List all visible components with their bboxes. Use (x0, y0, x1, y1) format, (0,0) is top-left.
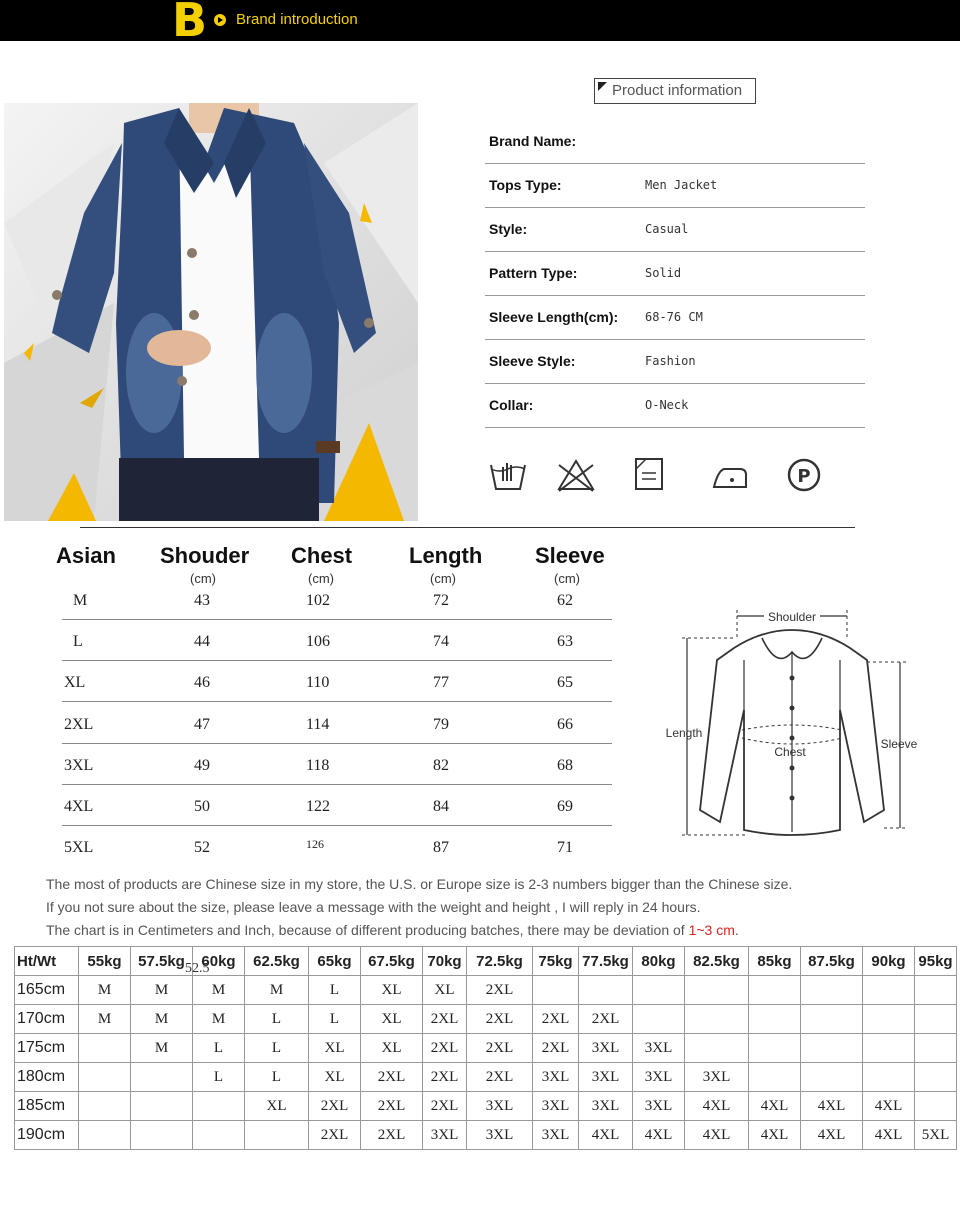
hw-size-cell: 3XL (467, 1092, 533, 1121)
hw-size-cell (801, 976, 863, 1005)
size-value-cell: 74 (433, 633, 449, 651)
hw-size-cell: L (245, 1034, 309, 1063)
info-row (485, 119, 865, 164)
hw-size-cell: 2XL (467, 976, 533, 1005)
info-value: Men Jacket (645, 178, 718, 192)
hw-weight-header: 90kg (863, 947, 915, 976)
size-value-cell: 122 (306, 798, 330, 815)
size-value-cell: 126 (306, 837, 324, 852)
size-value-cell: 47 (194, 715, 210, 733)
header-letter: B (172, 0, 208, 47)
size-value-cell: 46 (194, 674, 210, 692)
hw-height-cell: 185cm (15, 1092, 79, 1121)
size-unit: (cm) (190, 571, 216, 586)
note-text: The chart is in Centimeters and Inch, because of different producing batches, there may be deviation of (46, 922, 689, 938)
size-value-cell: 63 (557, 633, 573, 651)
hw-size-cell (633, 976, 685, 1005)
size-value-cell: 72 (433, 592, 449, 609)
hw-size-cell: L (193, 1063, 245, 1092)
hw-size-cell: XL (361, 976, 423, 1005)
hw-size-cell: L (309, 1005, 361, 1034)
hw-size-cell: M (79, 1005, 131, 1034)
hw-size-cell: L (309, 976, 361, 1005)
size-label-cell: 4XL (64, 798, 94, 815)
hw-size-cell: 4XL (863, 1121, 915, 1150)
size-value-cell: 110 (306, 674, 330, 692)
info-label: Brand Name: (489, 133, 577, 149)
hw-size-cell: 2XL (361, 1092, 423, 1121)
info-row (485, 383, 865, 428)
info-label: Style: (489, 221, 528, 237)
height-weight-table (14, 946, 957, 1150)
size-value-cell: 84 (433, 798, 449, 815)
corner-triangle-icon (598, 82, 607, 91)
size-value-cell: 77 (433, 674, 449, 692)
size-header-chest: Chest (291, 543, 353, 568)
hw-size-cell: 3XL (533, 1121, 579, 1150)
size-row-divider (62, 660, 612, 661)
hw-weight-header: 85kg (749, 947, 801, 976)
hw-weight-header: 82.5kg (685, 947, 749, 976)
hw-weight-header: 60kg (193, 947, 245, 976)
hw-size-cell: 2XL (533, 1005, 579, 1034)
play-bullet-icon (214, 14, 226, 26)
size-value-cell: 87 (433, 839, 449, 857)
hw-size-cell (245, 1121, 309, 1150)
hw-size-cell (801, 1034, 863, 1063)
hw-size-cell (801, 1063, 863, 1092)
sleeve-label: Sleeve (880, 737, 918, 751)
hw-size-cell: 2XL (579, 1005, 633, 1034)
size-unit: (cm) (308, 571, 334, 586)
size-unit: (cm) (554, 571, 580, 586)
hw-size-cell: 4XL (685, 1092, 749, 1121)
hw-height-cell: 180cm (15, 1063, 79, 1092)
hw-size-cell: 3XL (533, 1063, 579, 1092)
hw-size-cell (79, 1063, 131, 1092)
hw-size-cell: XL (309, 1063, 361, 1092)
hw-size-cell (79, 1121, 131, 1150)
size-label-cell: M (73, 592, 88, 609)
size-value-cell: 79 (433, 715, 449, 733)
hw-size-cell (749, 1063, 801, 1092)
hw-size-cell: 3XL (533, 1092, 579, 1121)
hw-weight-header: 70kg (423, 947, 467, 976)
hw-size-cell: 2XL (467, 1005, 533, 1034)
size-header-asian: Asian (56, 543, 116, 568)
hw-size-cell: 2XL (361, 1063, 423, 1092)
size-value-cell: 52 (194, 839, 210, 857)
hw-size-cell (749, 1034, 801, 1063)
hw-size-cell (915, 1034, 957, 1063)
hw-size-cell (685, 976, 749, 1005)
hw-height-cell: 190cm (15, 1121, 79, 1150)
hw-row (15, 1063, 957, 1092)
measurement-diagram (662, 600, 922, 845)
hw-weight-header: 75kg (533, 947, 579, 976)
iron-icon (710, 455, 750, 495)
shoulder-label: Shoulder (767, 610, 817, 624)
hw-size-cell: 4XL (863, 1092, 915, 1121)
hw-size-cell (749, 1005, 801, 1034)
hw-size-cell (131, 1121, 193, 1150)
size-label-cell: 2XL (64, 715, 94, 733)
product-photo (4, 103, 418, 521)
size-label-cell: XL (64, 674, 86, 692)
hw-size-cell (863, 1063, 915, 1092)
hw-size-cell: 3XL (685, 1063, 749, 1092)
length-label: Length (665, 726, 703, 740)
size-value-cell: 102 (306, 592, 330, 609)
hw-size-cell (79, 1092, 131, 1121)
hw-size-cell (579, 976, 633, 1005)
size-value-cell: 69 (557, 798, 573, 815)
note-line: The most of products are Chinese size in my store, the U.S. or Europe size is 2-3 numbers bigger than the Chinese size. (46, 876, 793, 892)
hw-corner-cell: Ht/Wt (15, 947, 79, 976)
size-label-cell: L (73, 633, 83, 651)
chest-label: Chest (774, 745, 806, 759)
hw-size-cell: 2XL (533, 1034, 579, 1063)
size-value-cell: 68 (557, 756, 573, 774)
hw-size-cell: 4XL (579, 1121, 633, 1150)
size-value-cell: 62 (557, 592, 573, 609)
size-unit: (cm) (430, 571, 456, 586)
hw-size-cell: 2XL (423, 1034, 467, 1063)
info-row (485, 295, 865, 340)
hw-size-cell (915, 1063, 957, 1092)
info-label: Sleeve Length(cm): (489, 309, 619, 325)
info-row (485, 251, 865, 296)
hw-size-cell: 2XL (309, 1092, 361, 1121)
info-label: Collar: (489, 397, 534, 413)
hw-weight-header: 80kg (633, 947, 685, 976)
hw-row (15, 1005, 957, 1034)
info-row (485, 163, 865, 208)
size-row-divider (62, 701, 612, 702)
dry-clean-icon (784, 455, 824, 495)
size-value-cell: 44 (194, 633, 210, 651)
hw-size-cell: 2XL (467, 1063, 533, 1092)
hw-size-cell: 3XL (579, 1034, 633, 1063)
size-value-cell: 65 (557, 674, 573, 692)
hw-size-cell: XL (361, 1005, 423, 1034)
hw-size-cell (193, 1092, 245, 1121)
hw-size-cell (685, 1034, 749, 1063)
hw-weight-header: 67.5kg (361, 947, 423, 976)
hw-size-cell: M (193, 1005, 245, 1034)
hw-weight-header: 87.5kg (801, 947, 863, 976)
size-value-cell: 49 (194, 756, 210, 774)
hw-size-cell: 3XL (633, 1034, 685, 1063)
hw-size-cell (193, 1121, 245, 1150)
info-value: Casual (645, 222, 689, 236)
hw-weight-header: 72.5kg (467, 947, 533, 976)
hw-weight-header: 77.5kg (579, 947, 633, 976)
info-label: Sleeve Style: (489, 353, 576, 369)
size-value-cell: 50 (194, 798, 210, 815)
hw-header-row (15, 947, 957, 976)
hw-size-cell (863, 1034, 915, 1063)
hw-size-cell: 4XL (801, 1121, 863, 1150)
hw-size-cell: 2XL (361, 1121, 423, 1150)
stray-weight-label: 52.5 (185, 961, 210, 976)
no-bleach-icon (556, 455, 596, 495)
size-value-cell: 66 (557, 715, 573, 733)
info-row (485, 339, 865, 384)
hw-size-cell: 4XL (801, 1092, 863, 1121)
hw-size-cell: 5XL (915, 1121, 957, 1150)
header-title: Brand introduction (236, 11, 358, 28)
hw-row (15, 1034, 957, 1063)
size-value-cell: 114 (306, 715, 330, 733)
size-value-cell: 71 (557, 839, 573, 857)
hw-size-cell: 2XL (467, 1034, 533, 1063)
hw-size-cell: 3XL (579, 1063, 633, 1092)
hw-size-cell: 3XL (633, 1092, 685, 1121)
tumble-dry-icon (630, 455, 670, 495)
hw-size-cell (533, 976, 579, 1005)
hw-size-cell (79, 1034, 131, 1063)
hw-size-cell (915, 1005, 957, 1034)
hw-size-cell (915, 976, 957, 1005)
hw-size-cell: M (193, 976, 245, 1005)
product-info-title: Product information (612, 82, 743, 99)
hw-size-cell (863, 1005, 915, 1034)
hand-wash-icon (488, 455, 528, 495)
hw-size-cell (749, 976, 801, 1005)
hw-weight-header: 62.5kg (245, 947, 309, 976)
hw-height-cell: 170cm (15, 1005, 79, 1034)
hw-size-cell (915, 1092, 957, 1121)
hw-size-cell: M (245, 976, 309, 1005)
hw-size-cell: 3XL (633, 1063, 685, 1092)
hw-size-cell: 2XL (423, 1005, 467, 1034)
size-label-cell: 3XL (64, 756, 94, 774)
hw-weight-header: 65kg (309, 947, 361, 976)
size-row-divider (62, 825, 612, 826)
hw-size-cell: XL (423, 976, 467, 1005)
size-header-sleeve: Sleeve (535, 543, 605, 568)
hw-size-cell: XL (245, 1092, 309, 1121)
info-value: 68-76 CM (645, 310, 703, 324)
info-value: O-Neck (645, 398, 689, 412)
size-value-cell: 82 (433, 756, 449, 774)
hw-size-cell: 3XL (579, 1092, 633, 1121)
size-value-cell: 43 (194, 592, 210, 609)
size-row-divider (62, 743, 612, 744)
hw-size-cell: XL (309, 1034, 361, 1063)
hw-size-cell: 3XL (423, 1121, 467, 1150)
info-value: Solid (645, 266, 682, 280)
hw-row (15, 1092, 957, 1121)
hw-weight-header: 57.5kg (131, 947, 193, 976)
hw-size-cell: 2XL (423, 1092, 467, 1121)
info-label: Tops Type: (489, 177, 562, 193)
svg-text:P: P (797, 466, 811, 487)
hw-size-cell: 4XL (749, 1092, 801, 1121)
deviation-highlight: 1~3 cm (688, 922, 735, 938)
size-header-length: Length (409, 543, 483, 568)
hw-size-cell (131, 1063, 193, 1092)
hw-size-cell: 4XL (633, 1121, 685, 1150)
hw-size-cell: L (245, 1005, 309, 1034)
info-label: Pattern Type: (489, 265, 578, 281)
hw-weight-header: 55kg (79, 947, 131, 976)
hw-size-cell: M (131, 976, 193, 1005)
size-value-cell: 106 (306, 633, 330, 651)
note-line: If you not sure about the size, please leave a message with the weight and height , I will reply in 24 hours. (46, 899, 701, 915)
hw-size-cell: M (131, 1034, 193, 1063)
hw-height-cell: 165cm (15, 976, 79, 1005)
size-row-divider (62, 619, 612, 620)
hw-row (15, 976, 957, 1005)
hw-size-cell: 2XL (309, 1121, 361, 1150)
note-line (46, 922, 739, 938)
jacket-model-image (4, 103, 418, 521)
hw-height-cell: 175cm (15, 1034, 79, 1063)
hw-size-cell (801, 1005, 863, 1034)
note-end: . (734, 922, 739, 938)
hw-size-cell: M (131, 1005, 193, 1034)
product-info-title-box (594, 78, 756, 104)
info-row (485, 207, 865, 252)
size-value-cell: 118 (306, 756, 330, 774)
hw-size-cell: XL (361, 1034, 423, 1063)
hw-size-cell: 2XL (423, 1063, 467, 1092)
header-bar (0, 0, 960, 47)
section-divider (80, 527, 855, 528)
hw-size-cell: 4XL (749, 1121, 801, 1150)
hw-size-cell: 3XL (467, 1121, 533, 1150)
size-row-divider (62, 784, 612, 785)
size-header-shoulder: Shouder (160, 543, 250, 568)
size-label-cell: 5XL (64, 839, 94, 857)
hw-size-cell (633, 1005, 685, 1034)
hw-size-cell: L (193, 1034, 245, 1063)
hw-weight-header: 95kg (915, 947, 957, 976)
hw-size-cell: M (79, 976, 131, 1005)
info-value: Fashion (645, 354, 696, 368)
hw-row (15, 1121, 957, 1150)
hw-size-cell (863, 976, 915, 1005)
hw-size-cell (685, 1005, 749, 1034)
hw-size-cell: L (245, 1063, 309, 1092)
hw-size-cell: 4XL (685, 1121, 749, 1150)
hw-size-cell (131, 1092, 193, 1121)
